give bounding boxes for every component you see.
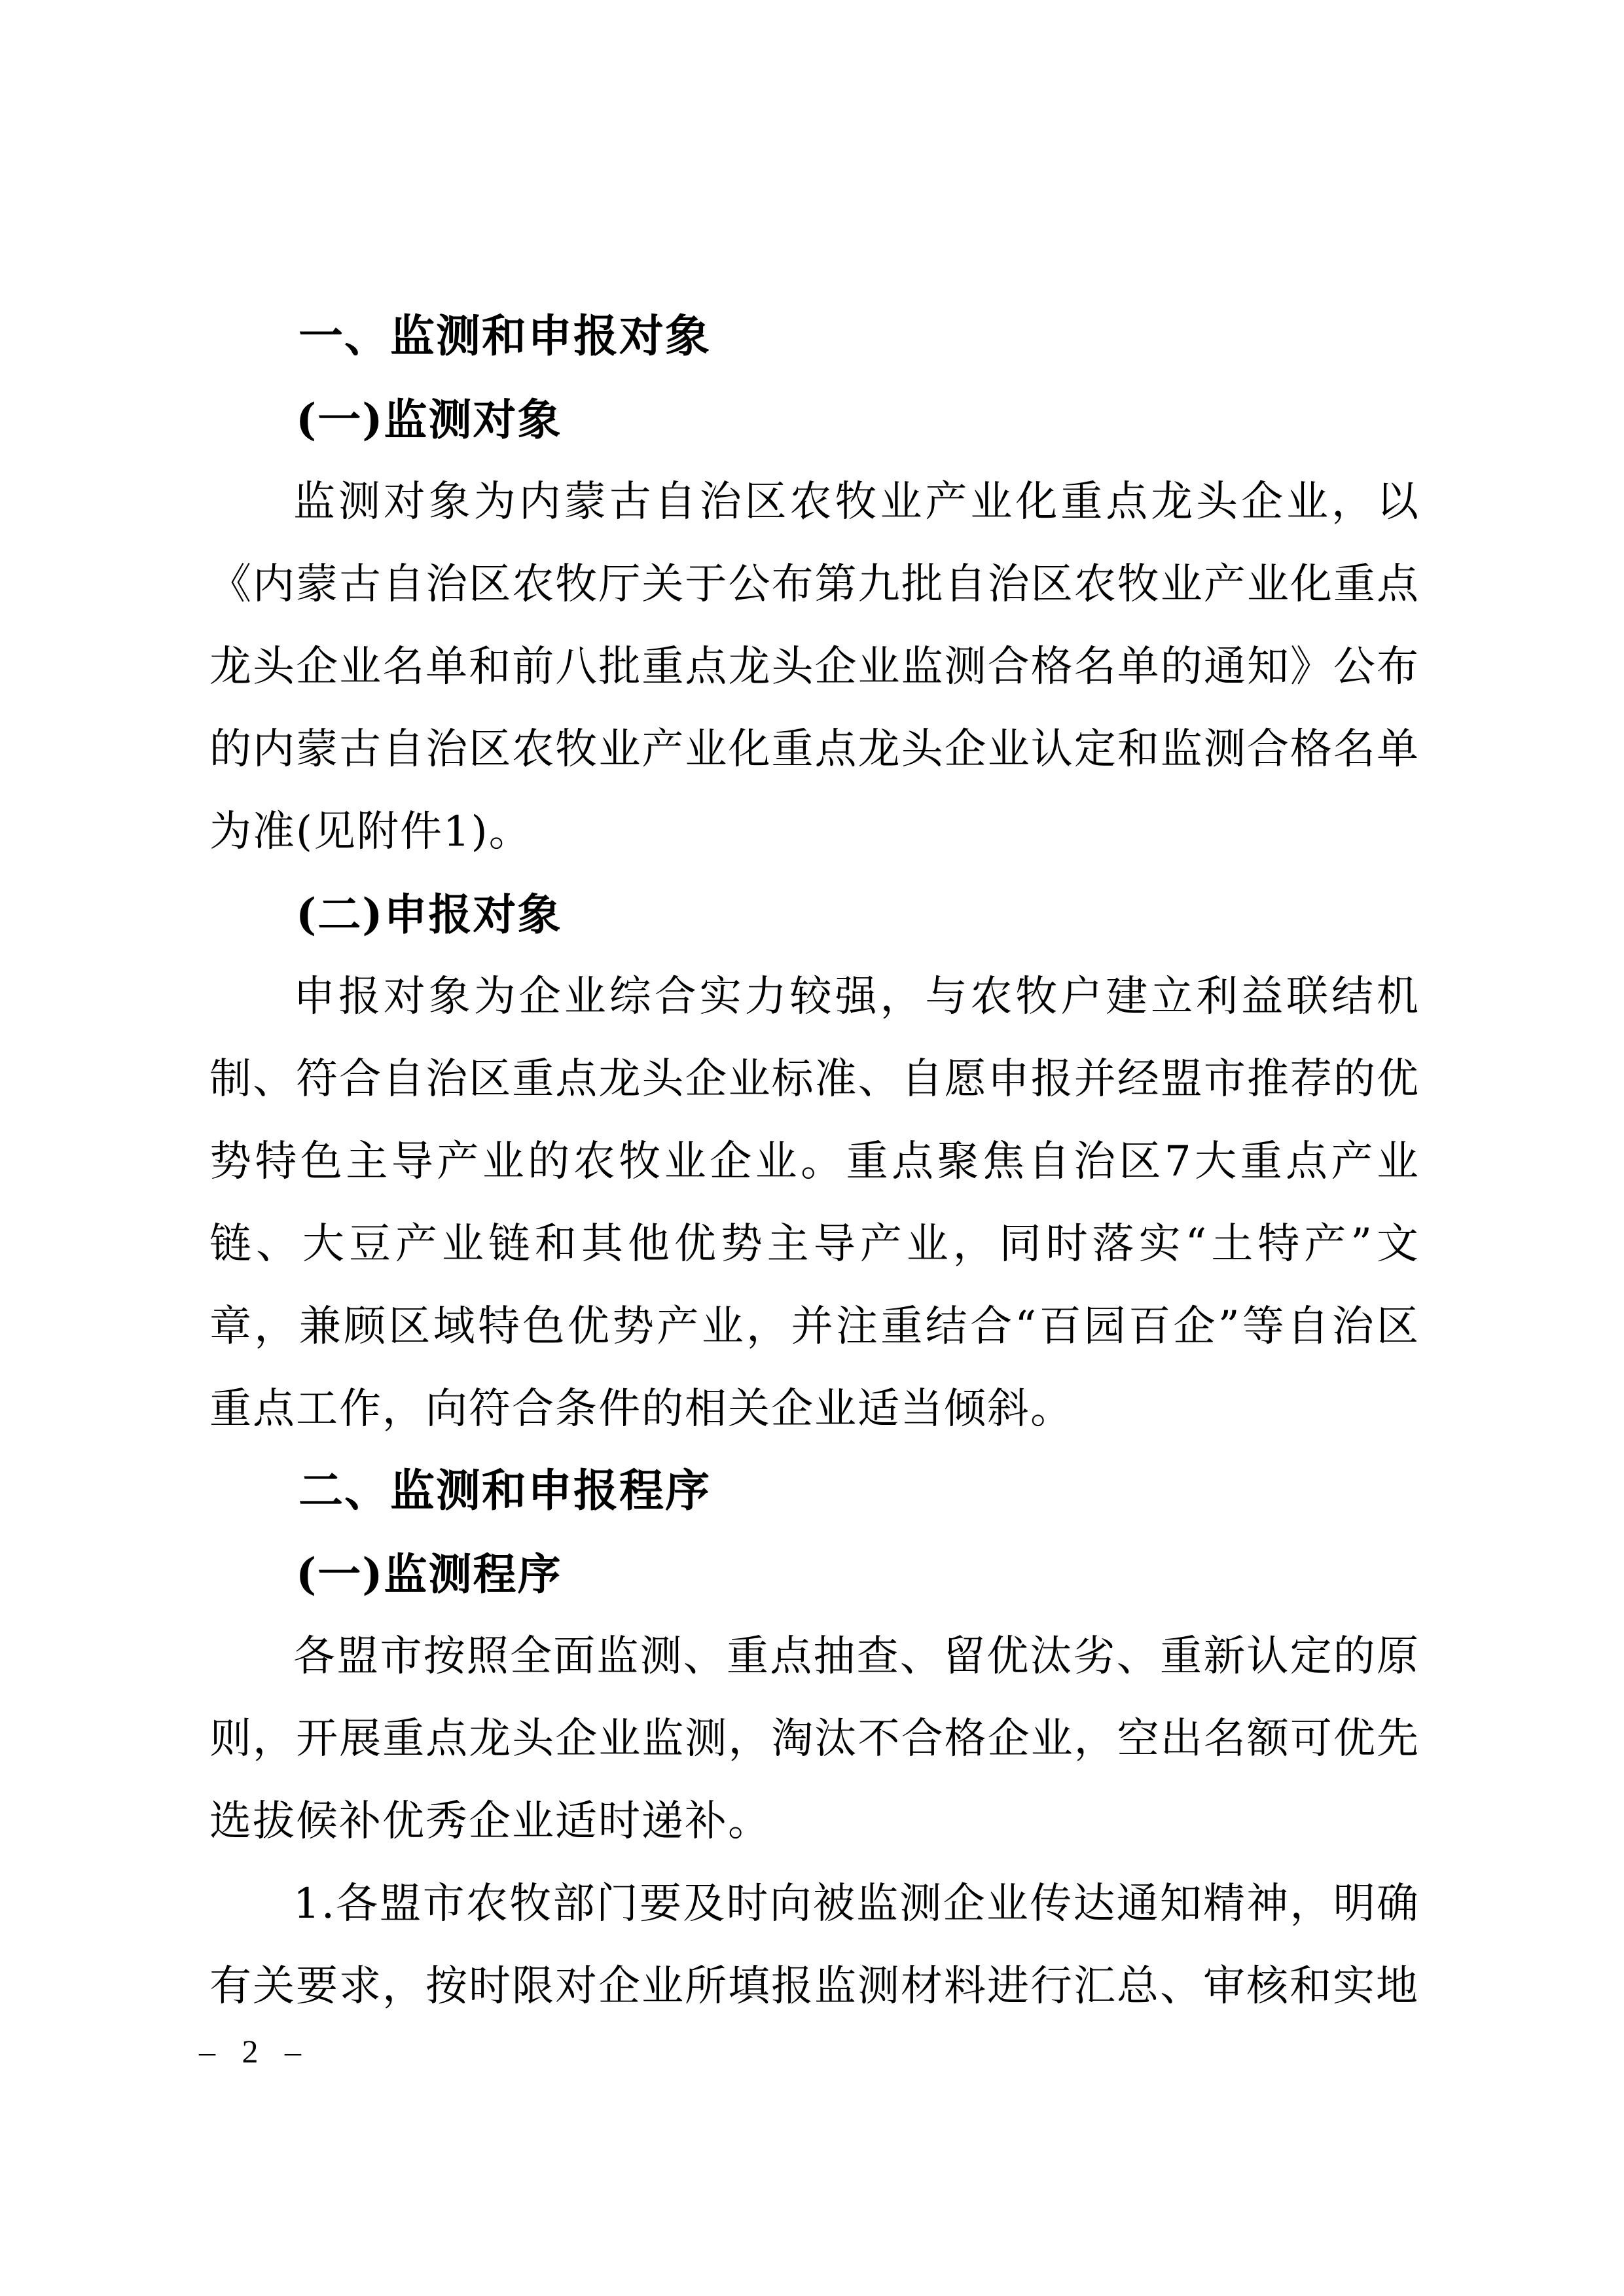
paragraph-apply-target: 申报对象为企业综合实力较强，与农牧户建立利益联结机制、符合自治区重点龙头企业标准、自愿申报并经盟市推荐的优势特色主导产业的农牧业企业。重点聚焦自治区7大重点产业链、大豆产业链和其他优势主导产业，同时落实“土特产”文章，兼顾区域特色优势产业，并注重结合“百园百企”等自治区重点工作，向符合条件的相关企业适当倾斜。 bbox=[209, 973, 1420, 1433]
subsection-heading-monitor-target: (一)监测对象 bbox=[296, 394, 562, 445]
document-body bbox=[209, 0, 1420, 2028]
paragraph-monitor-target: 监测对象为内蒙古自治区农牧业产业化重点龙头企业，以《内蒙古自治区农牧厅关于公布第九批自治区农牧业产业化重点龙头企业名单和前八批重点龙头企业监测合格名单的通知》公布的内蒙古自治区农牧业产业化重点龙头企业认定和监测合格名单为准(见附件1)。 bbox=[209, 478, 1420, 856]
paragraph-monitor-procedure-item-1: 1.各盟市农牧部门要及时向被监测企业传达通知精神，明确有关要求，按时限对企业所填报监测材料进行汇总、审核和实地 bbox=[209, 1880, 1420, 2011]
subsection-heading-apply-target: (二)申报对象 bbox=[296, 889, 562, 940]
page-number: – 2 – bbox=[199, 2033, 310, 2070]
section-heading-monitor-and-apply-targets: 一、监测和申报对象 bbox=[298, 311, 712, 363]
section-heading-monitor-and-apply-procedure: 二、监测和申报程序 bbox=[298, 1465, 712, 1517]
paragraph-monitor-procedure: 各盟市按照全面监测、重点抽查、留优汰劣、重新认定的原则，开展重点龙头企业监测，淘汰不合格企业，空出名额可优先选拔候补优秀企业适时递补。 bbox=[209, 1632, 1420, 1846]
subsection-heading-monitor-procedure: (一)监测程序 bbox=[296, 1549, 562, 1600]
